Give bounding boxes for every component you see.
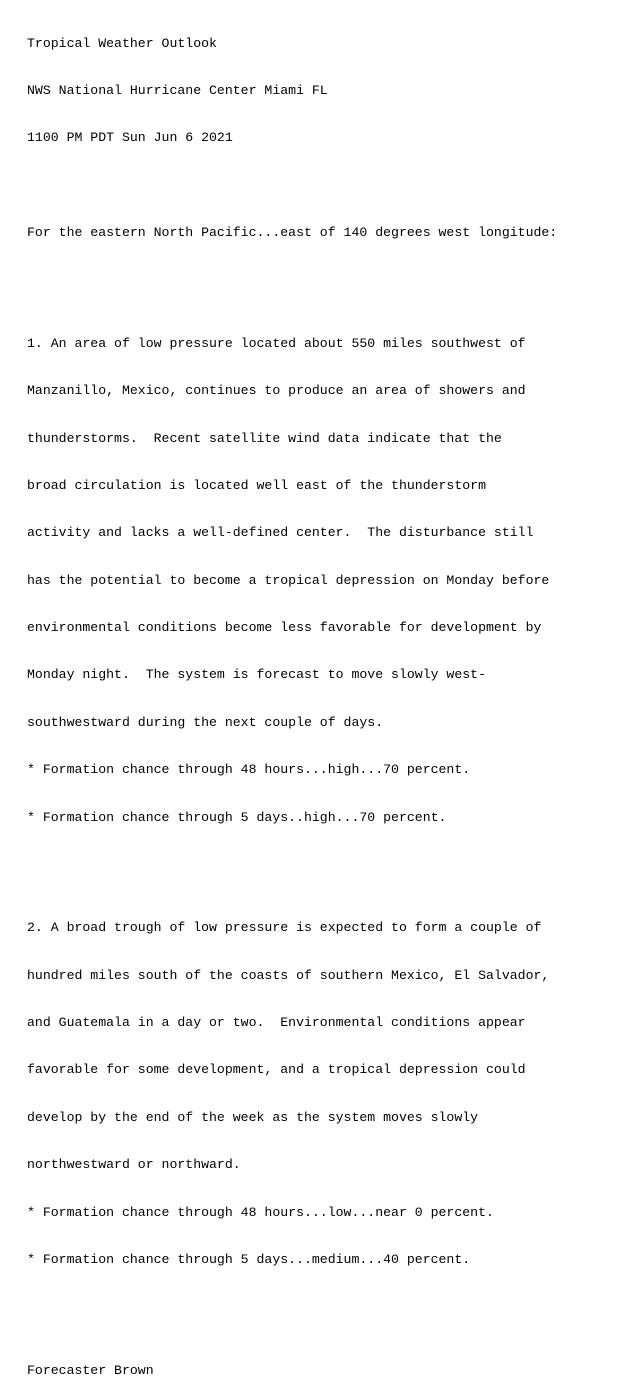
disturbance-2-line: northwestward or northward.	[27, 1157, 241, 1173]
disturbance-2-line: 2. A broad trough of low pressure is expected to form a couple of	[27, 920, 542, 936]
disturbance-2-line: and Guatemala in a day or two. Environmental conditions appear	[27, 1015, 526, 1030]
forecaster-signature: Forecaster Brown	[27, 1362, 154, 1378]
disturbance-1-chance-48h: * Formation chance through 48 hours...high...70 percent.	[27, 762, 471, 778]
blank-line	[27, 1299, 619, 1315]
disturbance-2-line: develop by the end of the week as the system moves slowly	[27, 1109, 479, 1125]
disturbance-1-line: activity and lacks a well-defined center. The disturbance still	[27, 525, 534, 541]
disturbance-1-line: Monday night. The system is forecast to move slowly west-	[27, 667, 486, 683]
blank-line	[27, 273, 619, 289]
blank-line	[27, 178, 619, 194]
outlook-document	[27, 4, 619, 1394]
disturbance-1-line: has the potential to become a tropical depression on Monday before	[27, 572, 550, 588]
disturbance-1-line: southwestward during the next couple of days.	[27, 714, 384, 730]
disturbance-1-line: environmental conditions become less favorable for development by	[27, 620, 542, 636]
disturbance-1-line: thunderstorms. Recent satellite wind data indicate that the	[27, 430, 502, 446]
disturbance-2-chance-5d: * Formation chance through 5 days...medium...40 percent.	[27, 1251, 471, 1267]
disturbance-2-chance-48h: * Formation chance through 48 hours...low...near 0 percent.	[27, 1204, 494, 1220]
disturbance-1-chance-5d: * Formation chance through 5 days..high...70 percent.	[27, 809, 447, 825]
region-intro: For the eastern North Pacific...east of 140 degrees west longitude:	[27, 225, 558, 241]
disturbance-1-line: broad circulation is located well east of the thunderstorm	[27, 477, 486, 493]
issue-time: 1100 PM PDT Sun Jun 6 2021	[27, 130, 233, 146]
blank-line	[27, 857, 619, 873]
disturbance-2-line: hundred miles south of the coasts of southern Mexico, El Salvador,	[27, 967, 550, 983]
outlook-title: Tropical Weather Outlook	[27, 35, 217, 51]
issuing-office: NWS National Hurricane Center Miami FL	[27, 82, 328, 98]
disturbance-2-line: favorable for some development, and a tropical depression could	[27, 1062, 526, 1078]
disturbance-1-line: 1. An area of low pressure located about 550 miles southwest of	[27, 335, 526, 351]
disturbance-1-line: Manzanillo, Mexico, continues to produce an area of showers and	[27, 383, 526, 399]
